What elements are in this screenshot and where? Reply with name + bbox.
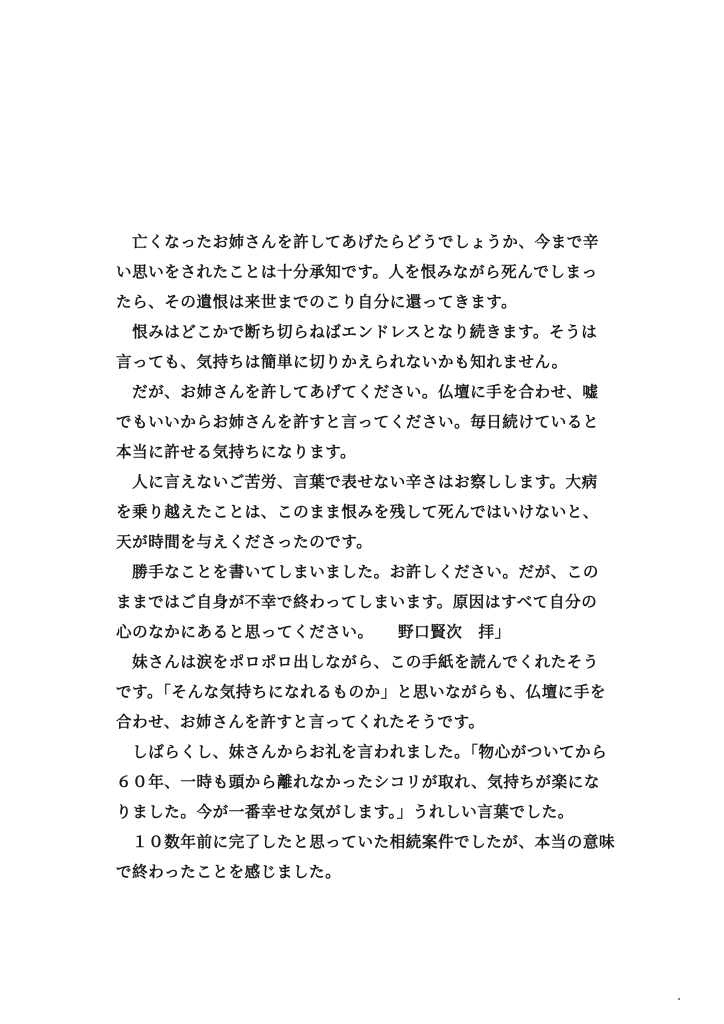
text-line: 言っても、気持ちは簡単に切りかえられないかも知れません。 (116, 353, 568, 371)
text-line: 妹さんは涙をポロポロ出しながら、この手紙を読んでくれたそう (116, 653, 600, 671)
text-line: 勝手なことを書いてしまいました。お許しください。だが、この (116, 563, 600, 581)
scan-speck (678, 998, 680, 1000)
text-line: ままではご自身が不幸で終わってしまいます。原因はすべて自分の (116, 593, 598, 611)
text-line: 本当に許せる気持ちになります。 (116, 443, 357, 461)
text-line: を乗り越えたことは、このまま恨みを残して死んではいけないと、 (116, 503, 600, 521)
text-line: りました。今が一番幸せな気がします。」うれしい言葉でした。 (116, 803, 574, 821)
text-line: ６０年、一時も頭から離れなかったシコリが取れ、気持ちが楽にな (116, 773, 600, 791)
text-line: 亡くなったお姉さんを許してあげたらどうでしょうか、今まで辛 (116, 233, 600, 251)
text-line: で終わったことを感じました。 (116, 863, 342, 881)
text-line: です。「そんな気持ちになれるものか」と思いながらも、仏壇に手を (116, 683, 607, 701)
text-line: でもいいからお姉さんを許すと言ってください。毎日続けていると (116, 413, 600, 431)
text-line: い思いをされたことは十分承知です。人を恨みながら死んでしまっ (116, 263, 598, 281)
text-line: １０数年前に完了したと思っていた相続案件でしたが、本当の意味 (116, 833, 616, 851)
text-line: 天が時間を与えくださったのです。 (116, 533, 373, 551)
text-line: 合わせ、お姉さんを許すと言ってくれたそうです。 (116, 713, 485, 731)
text-line: 心のなかにあると思ってください。 野口賢次 拝」 (116, 623, 511, 641)
text-line: しばらくし、妹さんからお礼を言われました。「物心がついてから (116, 743, 608, 761)
text-line: 恨みはどこかで断ち切らねばエンドレスとなり続きます。そうは (116, 323, 598, 341)
text-line: たら、その遺恨は来世までのこり自分に還ってきます。 (116, 293, 518, 311)
text-line: 人に言えないご苦労、言葉で表せない辛さはお察しします。大病 (116, 473, 598, 491)
text-line: だが、お姉さんを許してあげてください。仏壇に手を合わせ、嘘 (116, 383, 599, 401)
body-text (116, 227, 616, 887)
